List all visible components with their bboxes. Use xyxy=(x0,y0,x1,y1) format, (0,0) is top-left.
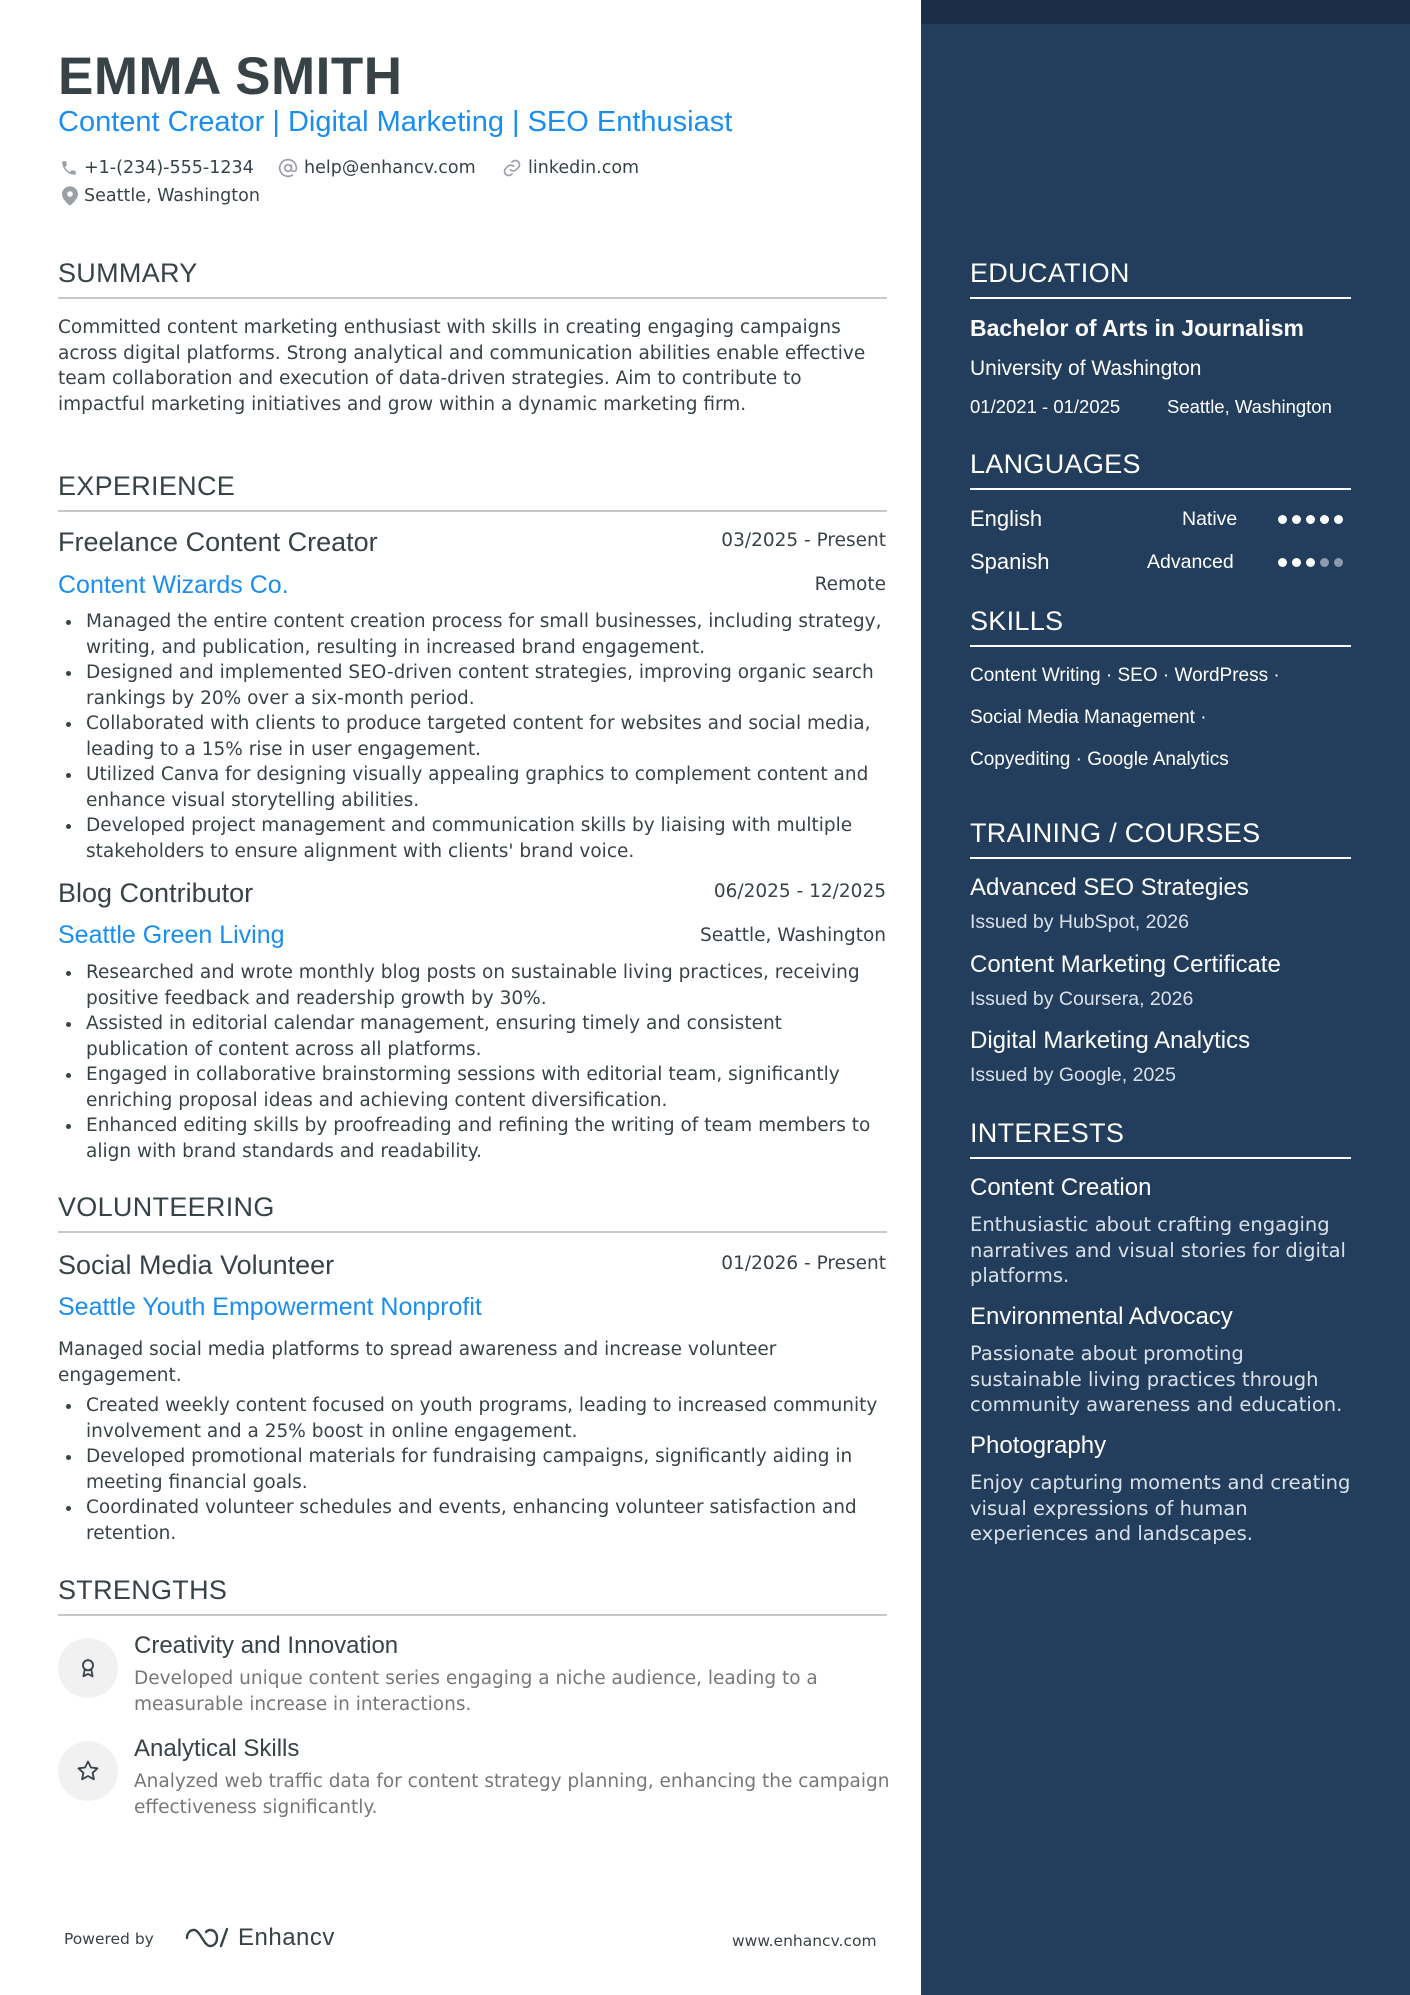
bullet: Engaged in collaborative brainstorming sessions with editorial team, significantly enriching proposal ideas and achieving content diversification. xyxy=(58,1062,890,1113)
proficiency-dot-filled xyxy=(1292,515,1301,524)
contact-linkedin[interactable] xyxy=(502,158,639,178)
education-dates: 01/2021 - 01/2025 xyxy=(970,396,1121,417)
summary-text: Committed content marketing enthusiast with skills in creating engaging campaigns across digital platforms. Strong analytical and communication abilities enable effective team collaboration and execution of data-driven strategies. Aim to contribute to impactful marketing initiatives and grow within a dynamic marketing firm. xyxy=(58,317,866,415)
job-1-role: Freelance Content Creator xyxy=(58,527,378,557)
enhancv-logo[interactable] xyxy=(184,1924,335,1952)
bullet: Developed project management and communication skills by liaising with multiple stakeholders to ensure alignment with clients' brand voice. xyxy=(58,813,890,864)
link-icon xyxy=(502,158,522,178)
bullet: Enhanced editing skills by proofreading and refining the writing of team members to align with brand standards and readability. xyxy=(58,1113,890,1164)
sidebar-top-band xyxy=(921,0,1410,24)
training-heading: TRAINING / COURSES xyxy=(970,818,1351,859)
job-2-location: Seattle, Washington xyxy=(700,925,886,946)
skills-list xyxy=(970,655,1360,781)
strength-title: Analytical Skills xyxy=(134,1735,300,1762)
job-1-company: Content Wizards Co. xyxy=(58,571,289,599)
bullet: Designed and implemented SEO-driven content strategies, improving organic search rankings by 20% over a six-month period. xyxy=(58,660,890,711)
language-name: English xyxy=(970,506,1043,531)
course-issuer: Issued by Google, 2025 xyxy=(970,1064,1176,1086)
course-issuer: Issued by Coursera, 2026 xyxy=(970,988,1194,1010)
enhancv-logo-text: Enhancv xyxy=(238,1924,335,1951)
job-1-dates: 03/2025 - Present xyxy=(721,530,886,551)
proficiency-dot-filled xyxy=(1306,558,1315,567)
bullet: Created weekly content focused on youth programs, leading to increased community involvement and a 25% boost in online engagement. xyxy=(58,1393,890,1444)
language-level: Native xyxy=(1182,508,1238,530)
location-pin-icon xyxy=(62,186,78,206)
volunteering-heading: VOLUNTEERING xyxy=(58,1192,887,1233)
interest-title: Content Creation xyxy=(970,1174,1152,1201)
proficiency-dot-filled xyxy=(1292,558,1301,567)
bullet: Utilized Canva for designing visually appealing graphics to complement content and enhance visual storytelling abilities. xyxy=(58,762,890,813)
language-level: Advanced xyxy=(1147,551,1234,573)
contact-location xyxy=(62,186,260,206)
skills-line: Social Media Management · xyxy=(970,707,1207,728)
strength-title: Creativity and Innovation xyxy=(134,1632,399,1659)
course-title: Content Marketing Certificate xyxy=(970,951,1281,978)
proficiency-dot-filled xyxy=(1278,558,1287,567)
at-icon xyxy=(278,158,298,178)
course-title: Advanced SEO Strategies xyxy=(970,874,1249,901)
candidate-name: EMMA SMITH xyxy=(58,47,403,106)
summary-heading: SUMMARY xyxy=(58,258,887,299)
proficiency-dot-empty xyxy=(1320,558,1329,567)
job-2-company: Seattle Green Living xyxy=(58,921,285,949)
bullet: Managed the entire content creation process for small businesses, including strategy, writing, and publication, resulting in increased brand engagement. xyxy=(58,609,890,660)
experience-heading: EXPERIENCE xyxy=(58,471,887,512)
phone-icon xyxy=(60,159,78,177)
proficiency-dot-filled xyxy=(1306,515,1315,524)
strength-desc: Developed unique content series engaging a niche audience, leading to a measurable increase in interactions. xyxy=(134,1668,818,1715)
interest-title: Photography xyxy=(970,1432,1107,1459)
location-text: Seattle, Washington xyxy=(84,186,260,206)
volunteer-company: Seattle Youth Empowerment Nonprofit xyxy=(58,1293,482,1321)
interest-desc: Enjoy capturing moments and creating visual expressions of human experiences and landscapes. xyxy=(970,1471,1351,1545)
education-degree: Bachelor of Arts in Journalism xyxy=(970,315,1304,341)
footer-url[interactable]: www.enhancv.com xyxy=(732,1932,877,1950)
candidate-title: Content Creator | Digital Marketing | SEO Enthusiast xyxy=(58,106,733,138)
email-text: help@enhancv.com xyxy=(304,158,476,178)
job-1-location: Remote xyxy=(814,574,886,595)
skills-line: Copyediting · Google Analytics xyxy=(970,749,1229,770)
education-location: Seattle, Washington xyxy=(1167,396,1332,417)
interest-title: Environmental Advocacy xyxy=(970,1303,1233,1330)
education-heading: EDUCATION xyxy=(970,258,1351,299)
interest-desc: Passionate about promoting sustainable living practices through community awareness and education. xyxy=(970,1342,1343,1416)
powered-by-label: Powered by xyxy=(64,1930,154,1948)
linkedin-text: linkedin.com xyxy=(528,158,640,178)
interest-desc: Enthusiastic about crafting engaging narratives and visual stories for digital platforms. xyxy=(970,1213,1346,1287)
contact-phone[interactable] xyxy=(60,158,254,178)
proficiency-dot-empty xyxy=(1334,558,1343,567)
language-name: Spanish xyxy=(970,549,1050,574)
course-issuer: Issued by HubSpot, 2026 xyxy=(970,911,1189,933)
bullet: Developed promotional materials for fundraising campaigns, significantly aiding in meeting financial goals. xyxy=(58,1444,890,1495)
enhancv-logo-icon xyxy=(184,1925,230,1951)
job-2-dates: 06/2025 - 12/2025 xyxy=(713,881,886,902)
strength-desc: Analyzed web traffic data for content strategy planning, enhancing the campaign effectiveness significantly. xyxy=(134,1771,890,1818)
language-proficiency-dots xyxy=(1278,558,1343,567)
proficiency-dot-filled xyxy=(1320,515,1329,524)
proficiency-dot-filled xyxy=(1278,515,1287,524)
bullet: Researched and wrote monthly blog posts on sustainable living practices, receiving positive feedback and readership growth by 30%. xyxy=(58,960,890,1011)
bullet: Coordinated volunteer schedules and events, enhancing volunteer satisfaction and retention. xyxy=(58,1495,890,1546)
languages-heading: LANGUAGES xyxy=(970,449,1351,490)
star-icon xyxy=(58,1741,118,1801)
volunteer-description: Managed social media platforms to spread awareness and increase volunteer engagement. xyxy=(58,1339,777,1386)
bullet: Assisted in editorial calendar management, ensuring timely and consistent publication of content across all platforms. xyxy=(58,1011,890,1062)
job-2-bullets xyxy=(58,960,890,1164)
skills-heading: SKILLS xyxy=(970,606,1351,647)
volunteer-bullets xyxy=(58,1393,890,1546)
volunteer-dates: 01/2026 - Present xyxy=(721,1253,886,1274)
proficiency-dot-filled xyxy=(1334,515,1343,524)
education-school: University of Washington xyxy=(970,357,1202,380)
phone-text: +1-(234)-555-1234 xyxy=(84,158,254,178)
contact-email[interactable] xyxy=(278,158,476,178)
skills-line: Content Writing · SEO · WordPress · xyxy=(970,665,1280,686)
interests-heading: INTERESTS xyxy=(970,1118,1351,1159)
bullet: Collaborated with clients to produce targeted content for websites and social media, leading to a 15% rise in user engagement. xyxy=(58,711,890,762)
award-ribbon-icon xyxy=(58,1638,118,1698)
job-1-bullets xyxy=(58,609,890,864)
language-proficiency-dots xyxy=(1278,515,1343,524)
strengths-heading: STRENGTHS xyxy=(58,1575,887,1616)
volunteer-role: Social Media Volunteer xyxy=(58,1250,335,1280)
course-title: Digital Marketing Analytics xyxy=(970,1027,1251,1054)
job-2-role: Blog Contributor xyxy=(58,878,254,908)
